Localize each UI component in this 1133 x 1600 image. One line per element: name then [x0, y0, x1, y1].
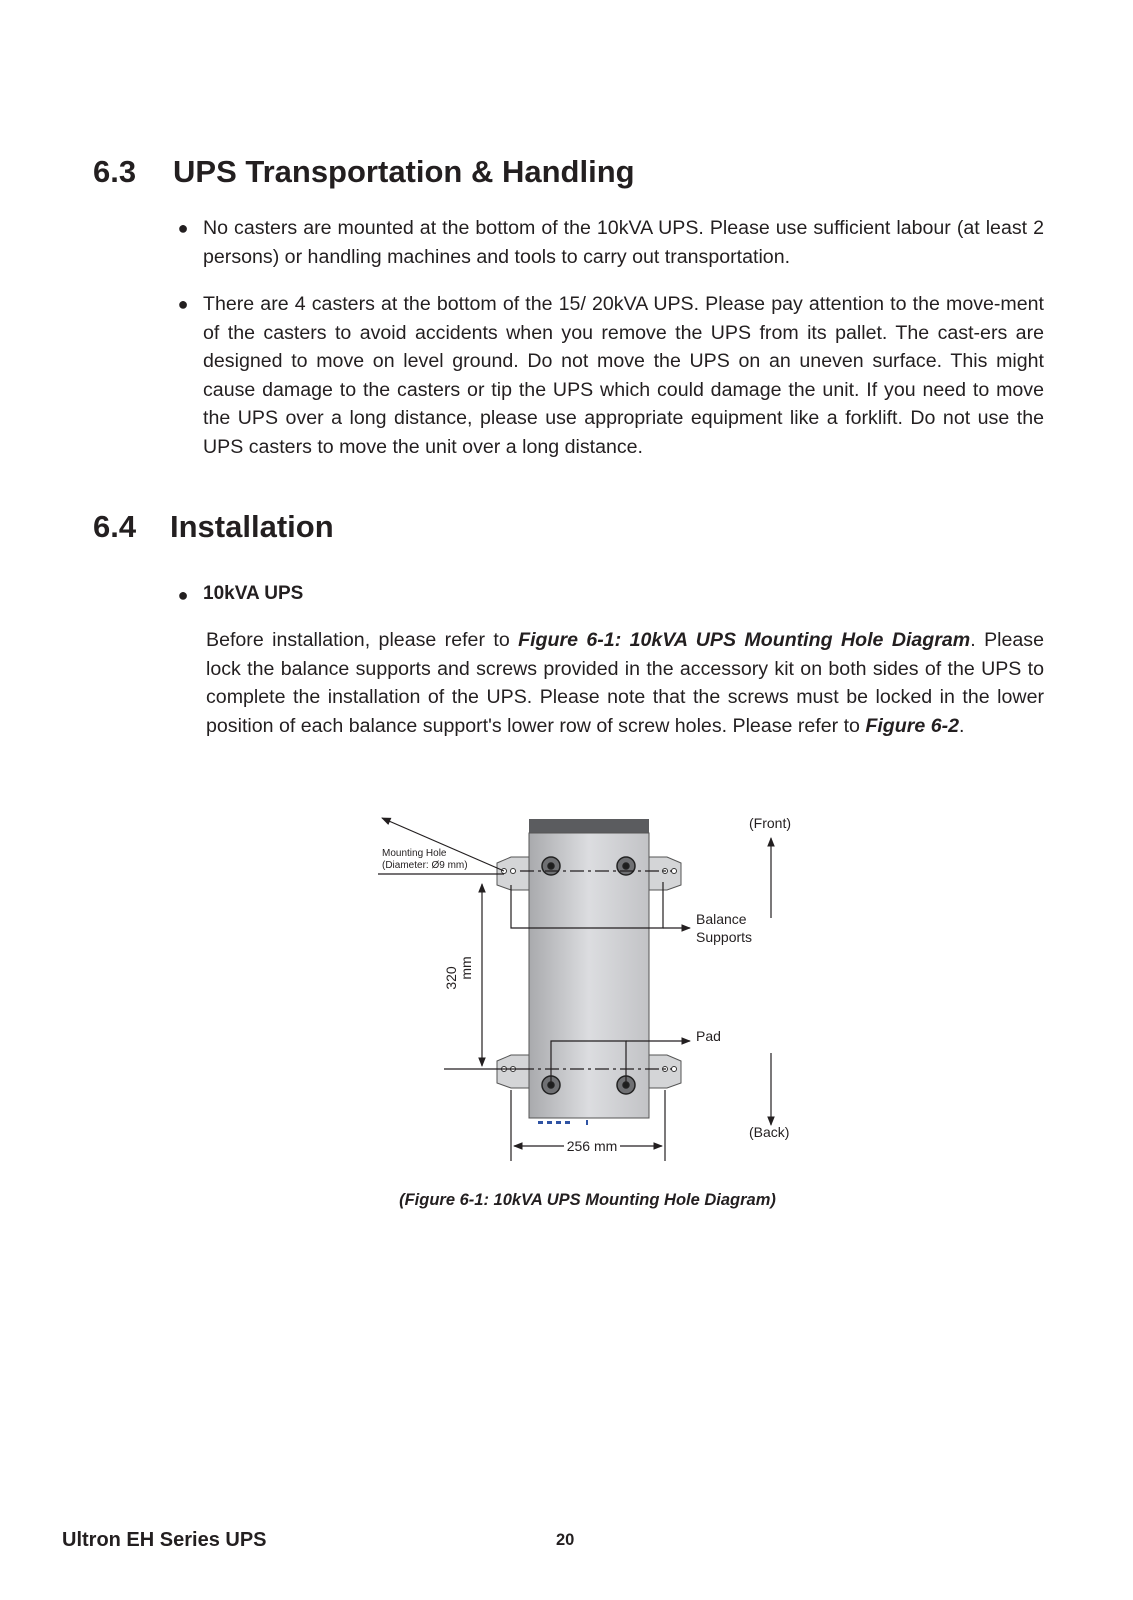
subheading: 10kVA UPS [203, 583, 304, 604]
installation-intro [206, 626, 1044, 740]
pad-label: Pad [696, 1028, 721, 1044]
figure-reference: Figure 6-2 [865, 714, 960, 737]
width-dimension-label: 256 mm [566, 1138, 618, 1154]
intro-text: . [959, 714, 965, 737]
balance-support-top-right [648, 857, 681, 890]
mounting-hole-icon [502, 869, 677, 1072]
bullet-icon: ● [177, 218, 189, 238]
section-number: 6.3 [93, 154, 137, 189]
section-title: Installation [170, 509, 334, 544]
section-number: 6.4 [93, 509, 137, 544]
height-dimension-label: 320 [443, 966, 459, 990]
page-number: 20 [556, 1531, 575, 1549]
balance-supports-label: Balance [696, 911, 747, 927]
bullet-paragraph: No casters are mounted at the bottom of the 10kVA UPS. Please use sufficient labour (at least 2 persons) or handling machines and tools to carry out transportation. [203, 217, 1044, 268]
balance-supports-label: Supports [696, 929, 753, 945]
balance-support-bottom-left [497, 1055, 530, 1088]
bullet-paragraph: There are 4 casters at the bottom of the 15/ 20kVA UPS. Please pay attention to the move-ment of the casters to avoid accidents when you remove the UPS from its pallet. The cast-ers are designed to move on level ground. Do not move the UPS on an uneven surface. This might cause damage to the casters or tip the UPS which could damage the unit. If you need to move the UPS over a long distance, please use appropriate equipment like a forklift. Do not use the UPS casters to move the unit over a long distance. [203, 293, 1044, 458]
pad-icon [542, 857, 635, 1094]
ups-top-cap [529, 819, 649, 835]
rear-connector-strip [538, 1120, 588, 1125]
ups-body [529, 833, 649, 1118]
mounting-hole-label: Mounting Hole [382, 848, 447, 859]
figure-caption: (Figure 6-1: 10kVA UPS Mounting Hole Diagram) [399, 1191, 776, 1209]
section-heading-6-4 [93, 511, 334, 542]
front-label: (Front) [749, 815, 791, 831]
intro-text: . Please lock the balance supports and screws provided in the accessory kit on both sides of the UPS to complete the installation of the UPS. Please note that the screws must be locked in the lower position of each balance support's lower row of screw holes. Please refer to [206, 629, 1044, 737]
intro-text: Before installation, please refer to [206, 629, 519, 651]
balance-support-top-left [497, 857, 530, 890]
balance-support-bottom-right [648, 1055, 681, 1088]
bullet-icon: ● [177, 294, 189, 314]
mounting-hole-diameter-label: (Diameter: Ø9 mm) [382, 860, 468, 871]
footer-title: Ultron EH Series UPS [62, 1529, 267, 1551]
section-heading-6-3 [93, 156, 635, 187]
back-label: (Back) [749, 1124, 790, 1140]
bullet-icon: ● [177, 585, 189, 605]
figure-reference: Figure 6-1: 10kVA UPS Mounting Hole Diagram [518, 629, 971, 651]
height-unit-label: mm [458, 956, 474, 980]
section-title: UPS Transportation & Handling [173, 154, 635, 189]
